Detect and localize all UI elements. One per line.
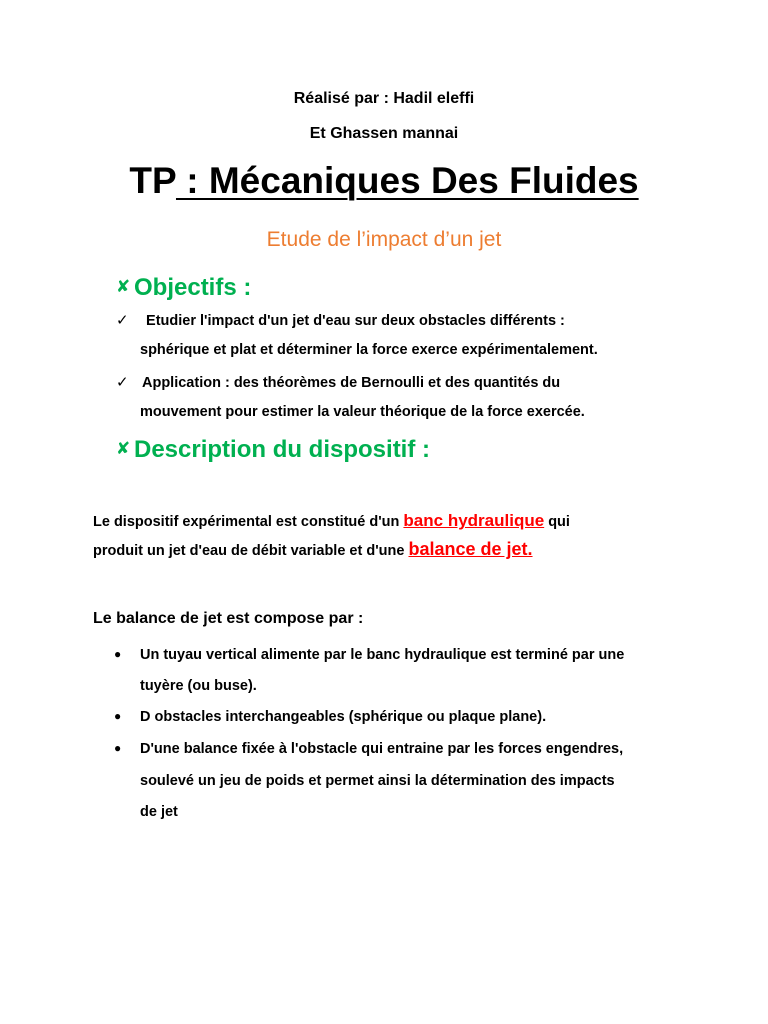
check-icon: ✓ (116, 312, 129, 329)
objectifs-heading (116, 274, 251, 302)
list-item-line1: D obstacles interchangeables (sphérique ou plaque plane). (140, 709, 547, 725)
description-paragraph-line1 (93, 511, 570, 531)
list-item (114, 741, 623, 757)
compose-heading: Le balance de jet est compose par : (93, 610, 364, 627)
list-item-line3: de jet (140, 804, 178, 820)
x-mark-icon: ✘ (116, 439, 131, 458)
list-item-line1: D'une balance fixée à l'obstacle qui entraine par les forces engendres, (140, 741, 624, 757)
x-mark-icon: ✘ (116, 277, 131, 296)
list-item-line2: tuyère (ou buse). (140, 678, 257, 694)
page-title (0, 160, 768, 202)
description-paragraph-line2 (93, 539, 533, 560)
bullet-icon: ● (114, 741, 122, 755)
author-line-1: Réalisé par : Hadil eleffi (293, 90, 475, 107)
description-heading-label: Description du dispositif : (134, 436, 431, 463)
check-icon: ✓ (116, 374, 129, 391)
list-item (114, 647, 624, 663)
description-text: qui (544, 514, 570, 530)
objective-item-line2: mouvement pour estimer la valeur théorique de la force exercée. (140, 404, 585, 420)
objective-item (116, 373, 560, 391)
description-heading (116, 436, 430, 464)
bullet-icon: ● (114, 709, 122, 723)
objective-item-line2: sphérique et plat et déterminer la force exerce expérimentalement. (140, 342, 598, 358)
list-item-line1: Un tuyau vertical alimente par le banc hydraulique est terminé par une (140, 647, 625, 663)
objectifs-heading-label: Objectifs : (134, 274, 252, 301)
description-text: produit un jet d'eau de débit variable et d'une (93, 543, 409, 559)
objective-item-line1: Etudier l'impact d'un jet d'eau sur deux obstacles différents : (142, 313, 565, 329)
list-item (114, 709, 546, 725)
bullet-icon: ● (114, 647, 122, 661)
title-main: : Mécaniques Des Fluides (175, 160, 639, 201)
author-line-2: Et Ghassen mannai (309, 125, 459, 142)
title-prefix: TP (129, 160, 176, 201)
list-item-line2: soulevé un jeu de poids et permet ainsi la détermination des impacts (140, 773, 615, 789)
objective-item-line1: Application : des théorèmes de Bernoulli et des quantités du (142, 375, 561, 391)
page-subtitle: Etude de l’impact d’un jet (266, 228, 502, 251)
description-text: Le dispositif expérimental est constitué d'un (93, 514, 404, 530)
banc-hydraulique-link: banc hydraulique (403, 511, 545, 530)
balance-de-jet-link: balance de jet. (408, 539, 533, 559)
objective-item (116, 311, 565, 329)
